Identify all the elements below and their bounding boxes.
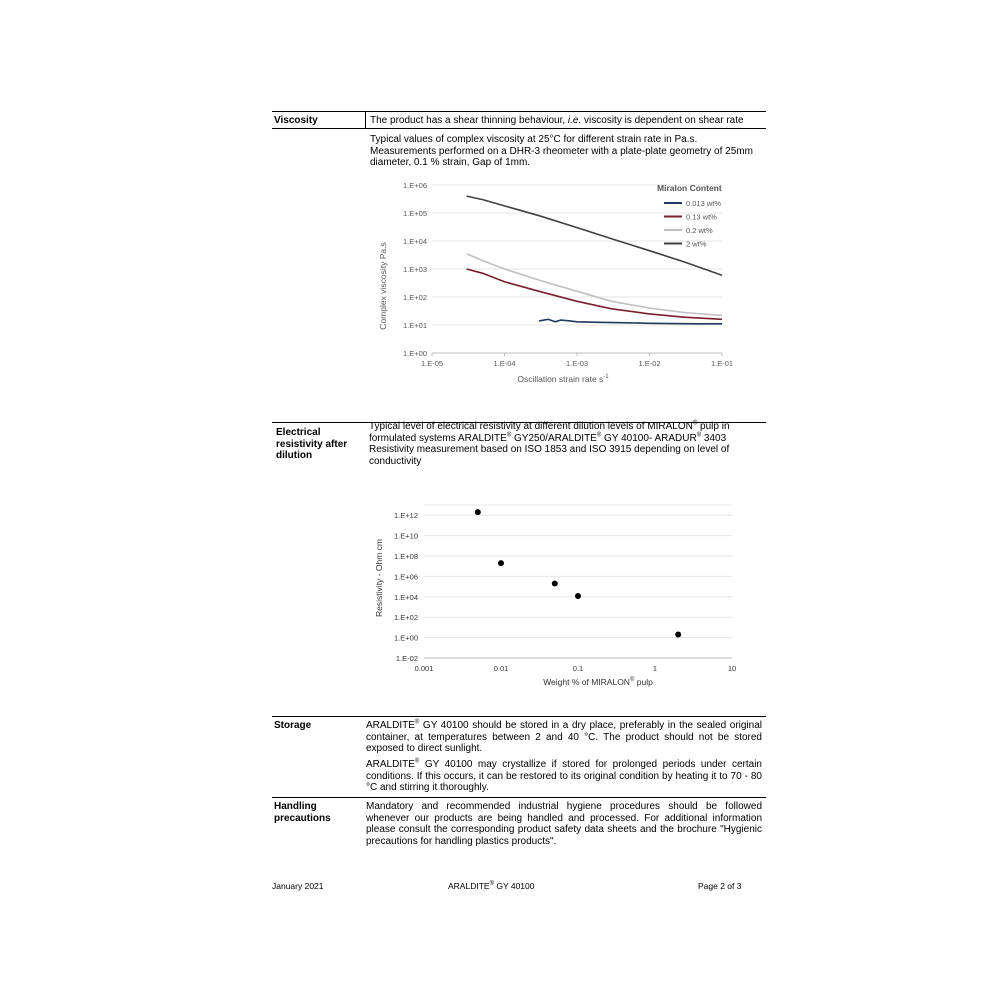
handling-label: Handling precautions xyxy=(274,801,331,824)
viscosity-chart-y-ticks xyxy=(403,181,427,358)
viscosity-series-line xyxy=(539,319,722,324)
resistivity-data-point xyxy=(575,593,581,599)
viscosity-paragraph: Typical values of complex viscosity at 25°C for different strain rate in Pa.s. Measurements performed on a DHR-3 rheometer with a plate-plate geometry of 25mm diameter, 0.1 % strain, Gap of 1mm. xyxy=(370,134,753,168)
viscosity-chart xyxy=(370,176,770,391)
viscosity-series-line xyxy=(467,196,722,275)
resistivity-data-point xyxy=(552,581,558,587)
storage-paragraph-1 xyxy=(366,720,762,755)
viscosity-y-tick-label: 1.E+06 xyxy=(403,181,427,190)
resistivity-data-point xyxy=(675,632,681,638)
resistivity-y-tick-label: 1.E+04 xyxy=(394,592,418,602)
reg-mark-4: ® xyxy=(696,432,702,439)
resistivity-x-tick-label: 0.001 xyxy=(414,664,434,673)
storage-top-rule xyxy=(272,716,766,717)
resistivity-y-tick-label: 1.E+12 xyxy=(394,511,418,521)
resistivity-chart-y-ticks xyxy=(394,511,418,663)
viscosity-y-tick-label: 1.E+02 xyxy=(403,293,427,302)
resistivity-y-tick-label: 1.E+02 xyxy=(394,613,418,623)
viscosity-x-tick-label: 1.E-01 xyxy=(710,359,734,368)
legend-title: Miralon Content xyxy=(657,183,722,193)
viscosity-x-tick-label: 1.E-02 xyxy=(638,359,661,368)
viscosity-y-tick-label: 1.E+04 xyxy=(403,237,427,246)
reg-mark-1: ® xyxy=(692,420,698,427)
resistivity-y-tick-label: 1.E+10 xyxy=(394,531,418,541)
handling-top-rule xyxy=(272,797,766,798)
resistivity-paragraph xyxy=(369,421,764,467)
viscosity-x-tick-label: 1.E-05 xyxy=(420,359,444,368)
footer-reg: ® xyxy=(489,881,494,888)
reg-mark-2: ® xyxy=(506,432,512,439)
footer-page: Page 2 of 3 xyxy=(698,881,742,891)
viscosity-chart-x-ticks xyxy=(421,359,733,368)
footer-product-code: GY 40100 xyxy=(494,881,535,891)
resistivity-data-point xyxy=(498,560,504,566)
viscosity-series-line xyxy=(467,254,722,316)
viscosity-divider xyxy=(365,112,366,128)
storage-p2-a: ARALDITE xyxy=(366,759,415,770)
viscosity-x-tick-label: 1.E-03 xyxy=(565,359,589,368)
handling-paragraph: Mandatory and recommended industrial hygiene procedures should be followed whenever our products are being handled and processed. For additional information please consult the corresponding product safety data sheets and the brochure "Hygienic precautions for handling plastics products". xyxy=(366,801,762,847)
resistivity-data-point xyxy=(475,509,481,515)
storage-label: Storage xyxy=(274,720,312,731)
footer-product-name: ARALDITE xyxy=(448,881,490,891)
storage-reg-1: ® xyxy=(414,719,420,726)
resistivity-y-tick-label: 1.E+00 xyxy=(394,633,418,643)
resistivity-chart xyxy=(370,490,750,695)
viscosity-intro-before: The product has a shear thinning behaviour, xyxy=(370,115,568,126)
resistivity-chart-points xyxy=(475,509,681,637)
res-text-4: 3403 xyxy=(701,432,727,444)
resistivity-x-tick-label: 0.1 xyxy=(572,664,584,673)
viscosity-y-tick-label: 1.E+05 xyxy=(403,209,427,218)
viscosity-chart-xlabel-sup: -1 xyxy=(603,374,609,380)
viscosity-y-tick-label: 1.E+03 xyxy=(403,265,427,274)
viscosity-intro-after: viscosity is dependent on shear rate xyxy=(581,115,744,126)
resistivity-chart-x-ticks xyxy=(415,664,737,673)
viscosity-y-tick-label: 1.E+00 xyxy=(403,349,427,358)
viscosity-under-rule xyxy=(272,128,766,129)
res-text-5: Resistivity measurement based on ISO 1853 and ISO 3915 depending on level of conductivity xyxy=(369,444,730,467)
res-text-1: pulp in formulated systems ARALDITE xyxy=(369,421,730,444)
viscosity-chart-grid xyxy=(432,185,722,356)
viscosity-chart-ylabel: Complex viscosity Pa.s xyxy=(378,242,388,330)
viscosity-chart-legend xyxy=(657,183,722,249)
resistivity-y-tick-label: 1.E+06 xyxy=(394,572,418,582)
resistivity-chart-xlabel xyxy=(543,676,653,687)
resistivity-chart-grid xyxy=(424,505,732,658)
storage-p1-b: GY 40100 should be stored in a dry place, preferably in the sealed original container, at temperatures between 2 and 40 °C. The product should not be stored exposed to direct sunlight. xyxy=(366,720,762,754)
storage-p1-a: ARALDITE xyxy=(366,720,415,731)
viscosity-intro-italic: i.e. xyxy=(567,115,582,126)
viscosity-label: Viscosity xyxy=(274,115,318,126)
res-text-0: Typical level of electrical resistivity at different dilution levels of MIRALON xyxy=(369,421,693,432)
viscosity-intro xyxy=(370,115,765,127)
res-xlabel-sup: ® xyxy=(629,677,635,683)
legend-entry-label: 0.2 wt% xyxy=(686,226,713,235)
viscosity-x-tick-label: 1.E-04 xyxy=(493,359,516,368)
viscosity-chart-series xyxy=(467,196,722,324)
resistivity-x-tick-label: 1 xyxy=(652,664,658,673)
viscosity-top-rule xyxy=(272,111,766,112)
legend-entry-label: 0.13 wt% xyxy=(686,212,717,222)
res-xlabel-before: Weight % of MIRALON xyxy=(543,677,630,687)
storage-paragraph-2 xyxy=(366,759,762,794)
viscosity-chart-xlabel xyxy=(517,374,609,384)
footer-product xyxy=(448,881,535,891)
storage-p2-b: GY 40100 may crystallize if stored for prolonged periods under certain conditions. If this occurs, it can be restored to its original condition by heating it to 70 - 80 °C and stirring it thoroughly. xyxy=(366,759,762,793)
res-text-3: GY 40100- ARADUR xyxy=(601,432,697,444)
viscosity-y-tick-label: 1.E+01 xyxy=(403,321,427,330)
footer-date: January 2021 xyxy=(272,881,324,891)
resistivity-x-tick-label: 10 xyxy=(727,664,737,673)
resistivity-y-tick-label: 1.E-02 xyxy=(395,654,418,663)
viscosity-chart-xlabel-main: Oscillation strain rate s xyxy=(517,374,604,384)
legend-entry-label: 0.013 wt% xyxy=(686,199,722,208)
res-text-2: GY250/ARALDITE xyxy=(511,432,597,444)
legend-entry-label: 2 wt% xyxy=(686,239,707,249)
resistivity-label: Electrical resistivity after dilution xyxy=(276,427,348,461)
resistivity-y-tick-label: 1.E+08 xyxy=(394,552,418,561)
resistivity-chart-ylabel: Resistivity - Ohm cm xyxy=(374,539,384,617)
storage-reg-2: ® xyxy=(414,758,420,765)
reg-mark-3: ® xyxy=(596,432,602,439)
resistivity-x-tick-label: 0.01 xyxy=(493,664,509,673)
res-xlabel-after: pulp xyxy=(634,677,653,687)
